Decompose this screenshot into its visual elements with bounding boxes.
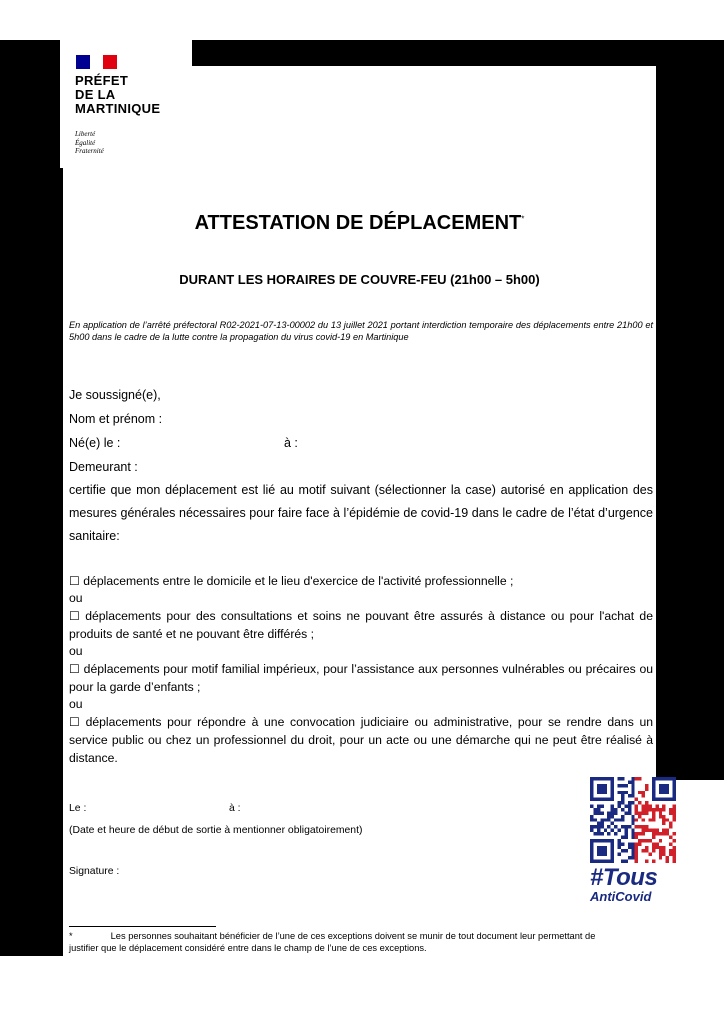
option-family[interactable]: ☐ déplacements pour motif familial impérieux, pour l’assistance aux personnes vulnérables ou précaires ou pour la garde d’enfants ;	[69, 662, 653, 694]
republic-motto	[75, 130, 104, 156]
qr-code	[590, 776, 676, 864]
footnote-text: Les personnes souhaitant bénéficier de l’une de ces exceptions doivent se munir de tout document leur permettant de justifier que le déplacement considéré entre dans le champ de l’une de ces exceptions.	[69, 931, 596, 953]
footnote	[69, 930, 621, 954]
separator-or: ou	[69, 697, 83, 711]
footnote-mark: *	[69, 931, 73, 941]
address-label: Demeurant :	[69, 460, 138, 474]
badge-hashtag: #Tous	[590, 864, 658, 891]
birth-place-label: à :	[284, 436, 298, 450]
separator-or: ou	[69, 644, 83, 658]
option-convocation[interactable]: ☐ déplacements pour répondre à une convocation judiciaire ou administrative, pour se rendre dans un service public ou chez un professionnel du droit, pour un acte ou une démarche qui ne peut être réalisé à distance.	[69, 715, 653, 765]
option-health[interactable]: ☐ déplacements pour des consultations et soins ne pouvant être assurés à distance ou pour l'achat de produits de santé et ne pouvant être différés ;	[69, 609, 653, 641]
badge-subtitle: AntiCovid	[590, 889, 652, 904]
option-work[interactable]: ☐ déplacements entre le domicile et le lieu d'exercice de l'activité professionnelle ;	[69, 574, 514, 588]
place-label: à :	[229, 803, 241, 814]
name-field-label: Nom et prénom :	[69, 412, 163, 426]
certification-text: certifie que mon déplacement est lié au motif suivant (sélectionner la case) autorisé en application des mesures générales nécessaires pour faire face à l’épidémie de covid-19 dans le cadre de l’état d’urgence sanitaire:	[69, 483, 653, 543]
title-footnote-mark: *	[521, 214, 525, 224]
date-note: (Date et heure de début de sortie à mentionner obligatoirement)	[69, 825, 363, 836]
scan-border-right	[656, 40, 724, 780]
motto-line: Fraternité	[75, 147, 104, 155]
title-text: ATTESTATION DE DÉPLACEMENT	[194, 212, 522, 234]
undersigned-line: Je soussigné(e),	[69, 388, 161, 402]
document-subtitle: DURANT LES HORAIRES DE COUVRE-FEU (21h00 – 5h00)	[179, 272, 540, 287]
separator-or: ou	[69, 591, 83, 605]
document-title	[63, 212, 656, 235]
french-flag-icon	[76, 55, 117, 69]
birth-date-label: Né(e) le :	[69, 436, 121, 450]
scan-border-top	[192, 40, 724, 66]
motto-line: Égalité	[75, 138, 96, 147]
date-label: Le :	[69, 803, 87, 814]
logo-title: PRÉFET DE LA MARTINIQUE	[75, 73, 161, 116]
scan-border-left	[0, 40, 63, 956]
tous-anticovid-badge	[590, 866, 680, 904]
legal-preamble: En application de l’arrêté préfectoral R02-2021-07-13-00002 du 13 juillet 2021 portant interdiction temporaire des déplacements entre 21h00 et 5h00 dans le cadre de la lutte contre la propagation du virus covid-19 en Martinique	[69, 320, 653, 342]
footnote-rule	[69, 926, 216, 927]
signature-label: Signature :	[69, 866, 120, 877]
motto-line: Liberté	[75, 130, 96, 138]
